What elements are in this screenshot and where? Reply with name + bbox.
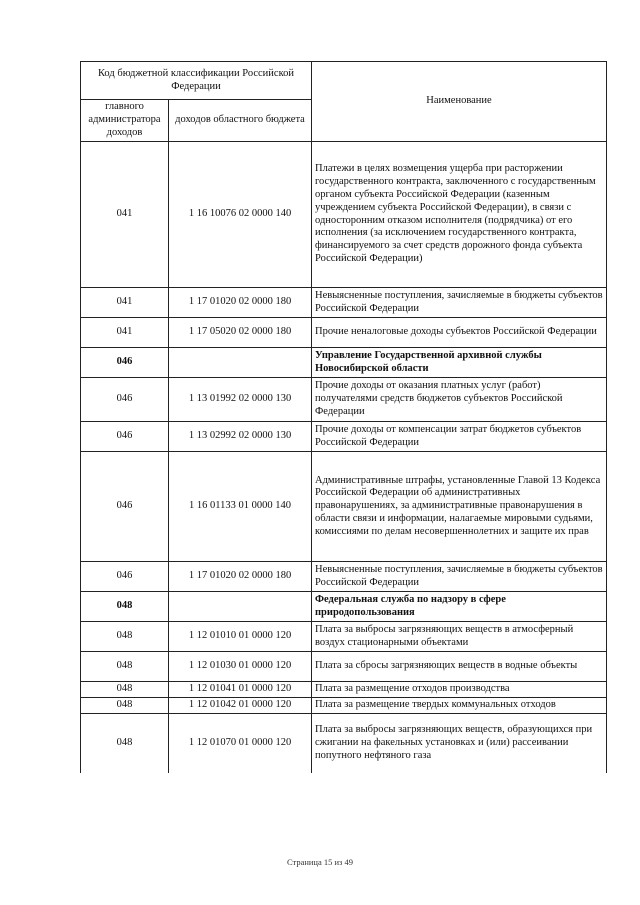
table-row — [81, 422, 607, 452]
table-row — [81, 288, 607, 318]
income-code-cell: 1 12 01030 01 0000 120 — [169, 652, 312, 682]
income-code-cell — [169, 592, 312, 622]
income-code-cell — [169, 348, 312, 378]
table-header — [81, 62, 607, 142]
table-row — [81, 713, 607, 773]
table-row — [81, 622, 607, 652]
header-admin-column: главного администратора доходов — [81, 100, 169, 142]
header-code-column: доходов областного бюджета — [169, 100, 312, 142]
income-name-cell: Управление Государственной архивной службы Новосибирской области — [312, 348, 607, 378]
table-row — [81, 318, 607, 348]
admin-code-cell: 046 — [81, 348, 169, 378]
admin-code-cell: 048 — [81, 652, 169, 682]
admin-code-cell: 046 — [81, 452, 169, 562]
table-row — [81, 592, 607, 622]
budget-classification-table — [80, 61, 607, 773]
admin-code-cell: 048 — [81, 622, 169, 652]
admin-code-cell: 041 — [81, 318, 169, 348]
header-group-title: Код бюджетной классификации Российской Федерации — [81, 62, 312, 100]
income-code-cell: 1 13 01992 02 0000 130 — [169, 378, 312, 422]
admin-code-cell: 046 — [81, 562, 169, 592]
income-name-cell: Невыясненные поступления, зачисляемые в бюджеты субъектов Российской Федерации — [312, 288, 607, 318]
income-code-cell: 1 16 01133 01 0000 140 — [169, 452, 312, 562]
table-row — [81, 142, 607, 288]
table-row — [81, 682, 607, 698]
admin-code-cell: 041 — [81, 288, 169, 318]
income-code-cell: 1 13 02992 02 0000 130 — [169, 422, 312, 452]
income-code-cell: 1 12 01010 01 0000 120 — [169, 622, 312, 652]
admin-code-cell: 048 — [81, 592, 169, 622]
income-name-cell: Плата за выбросы загрязняющих веществ в атмосферный воздух стационарными объектами — [312, 622, 607, 652]
income-code-cell: 1 12 01041 01 0000 120 — [169, 682, 312, 698]
income-name-cell: Плата за размещение твердых коммунальных отходов — [312, 697, 607, 713]
income-name-cell: Административные штрафы, установленные Главой 13 Кодекса Российской Федерации об административных правонарушениях, за административные правонарушения в области связи и информации, налагаемые мировыми судьями, комиссиями по делам несовершеннолетних и защите их прав — [312, 452, 607, 562]
admin-code-cell: 048 — [81, 697, 169, 713]
income-name-cell: Прочие неналоговые доходы субъектов Российской Федерации — [312, 318, 607, 348]
table-row — [81, 562, 607, 592]
income-code-cell: 1 12 01042 01 0000 120 — [169, 697, 312, 713]
income-name-cell: Прочие доходы от компенсации затрат бюджетов субъектов Российской Федерации — [312, 422, 607, 452]
page-number: Страница 15 из 49 — [286, 857, 354, 867]
income-code-cell: 1 12 01070 01 0000 120 — [169, 713, 312, 773]
income-name-cell: Невыясненные поступления, зачисляемые в бюджеты субъектов Российской Федерации — [312, 562, 607, 592]
income-name-cell: Прочие доходы от оказания платных услуг (работ) получателями средств бюджетов субъектов Российской Федерации — [312, 378, 607, 422]
table-body — [81, 142, 607, 774]
income-code-cell: 1 17 01020 02 0000 180 — [169, 562, 312, 592]
table-row — [81, 378, 607, 422]
income-name-cell: Плата за выбросы загрязняющих веществ, образующихся при сжигании на факельных установках и (или) рассеивании попутного нефтяного газа — [312, 713, 607, 773]
admin-code-cell: 046 — [81, 378, 169, 422]
income-code-cell: 1 16 10076 02 0000 140 — [169, 142, 312, 288]
admin-code-cell: 046 — [81, 422, 169, 452]
income-name-cell: Плата за сбросы загрязняющих веществ в водные объекты — [312, 652, 607, 682]
admin-code-cell: 041 — [81, 142, 169, 288]
income-name-cell: Платежи в целях возмещения ущерба при расторжении государственного контракта, заключенного с государственным органом субъекта Российской Федерации (казенным учреждением субъекта Российской Федерации), в связи с односторонним отказом исполнителя (подрядчика) от его исполнения (за исключением государственного контракта, финансируемого за счет средств дорожного фонда субъекта Российской Федерации) — [312, 142, 607, 288]
income-name-cell: Плата за размещение отходов производства — [312, 682, 607, 698]
table-row — [81, 348, 607, 378]
income-name-cell: Федеральная служба по надзору в сфере природопользования — [312, 592, 607, 622]
income-code-cell: 1 17 05020 02 0000 180 — [169, 318, 312, 348]
header-name-column: Наименование — [312, 62, 607, 142]
admin-code-cell: 048 — [81, 713, 169, 773]
table-row — [81, 452, 607, 562]
income-code-cell: 1 17 01020 02 0000 180 — [169, 288, 312, 318]
table-row — [81, 652, 607, 682]
table-row — [81, 697, 607, 713]
admin-code-cell: 048 — [81, 682, 169, 698]
